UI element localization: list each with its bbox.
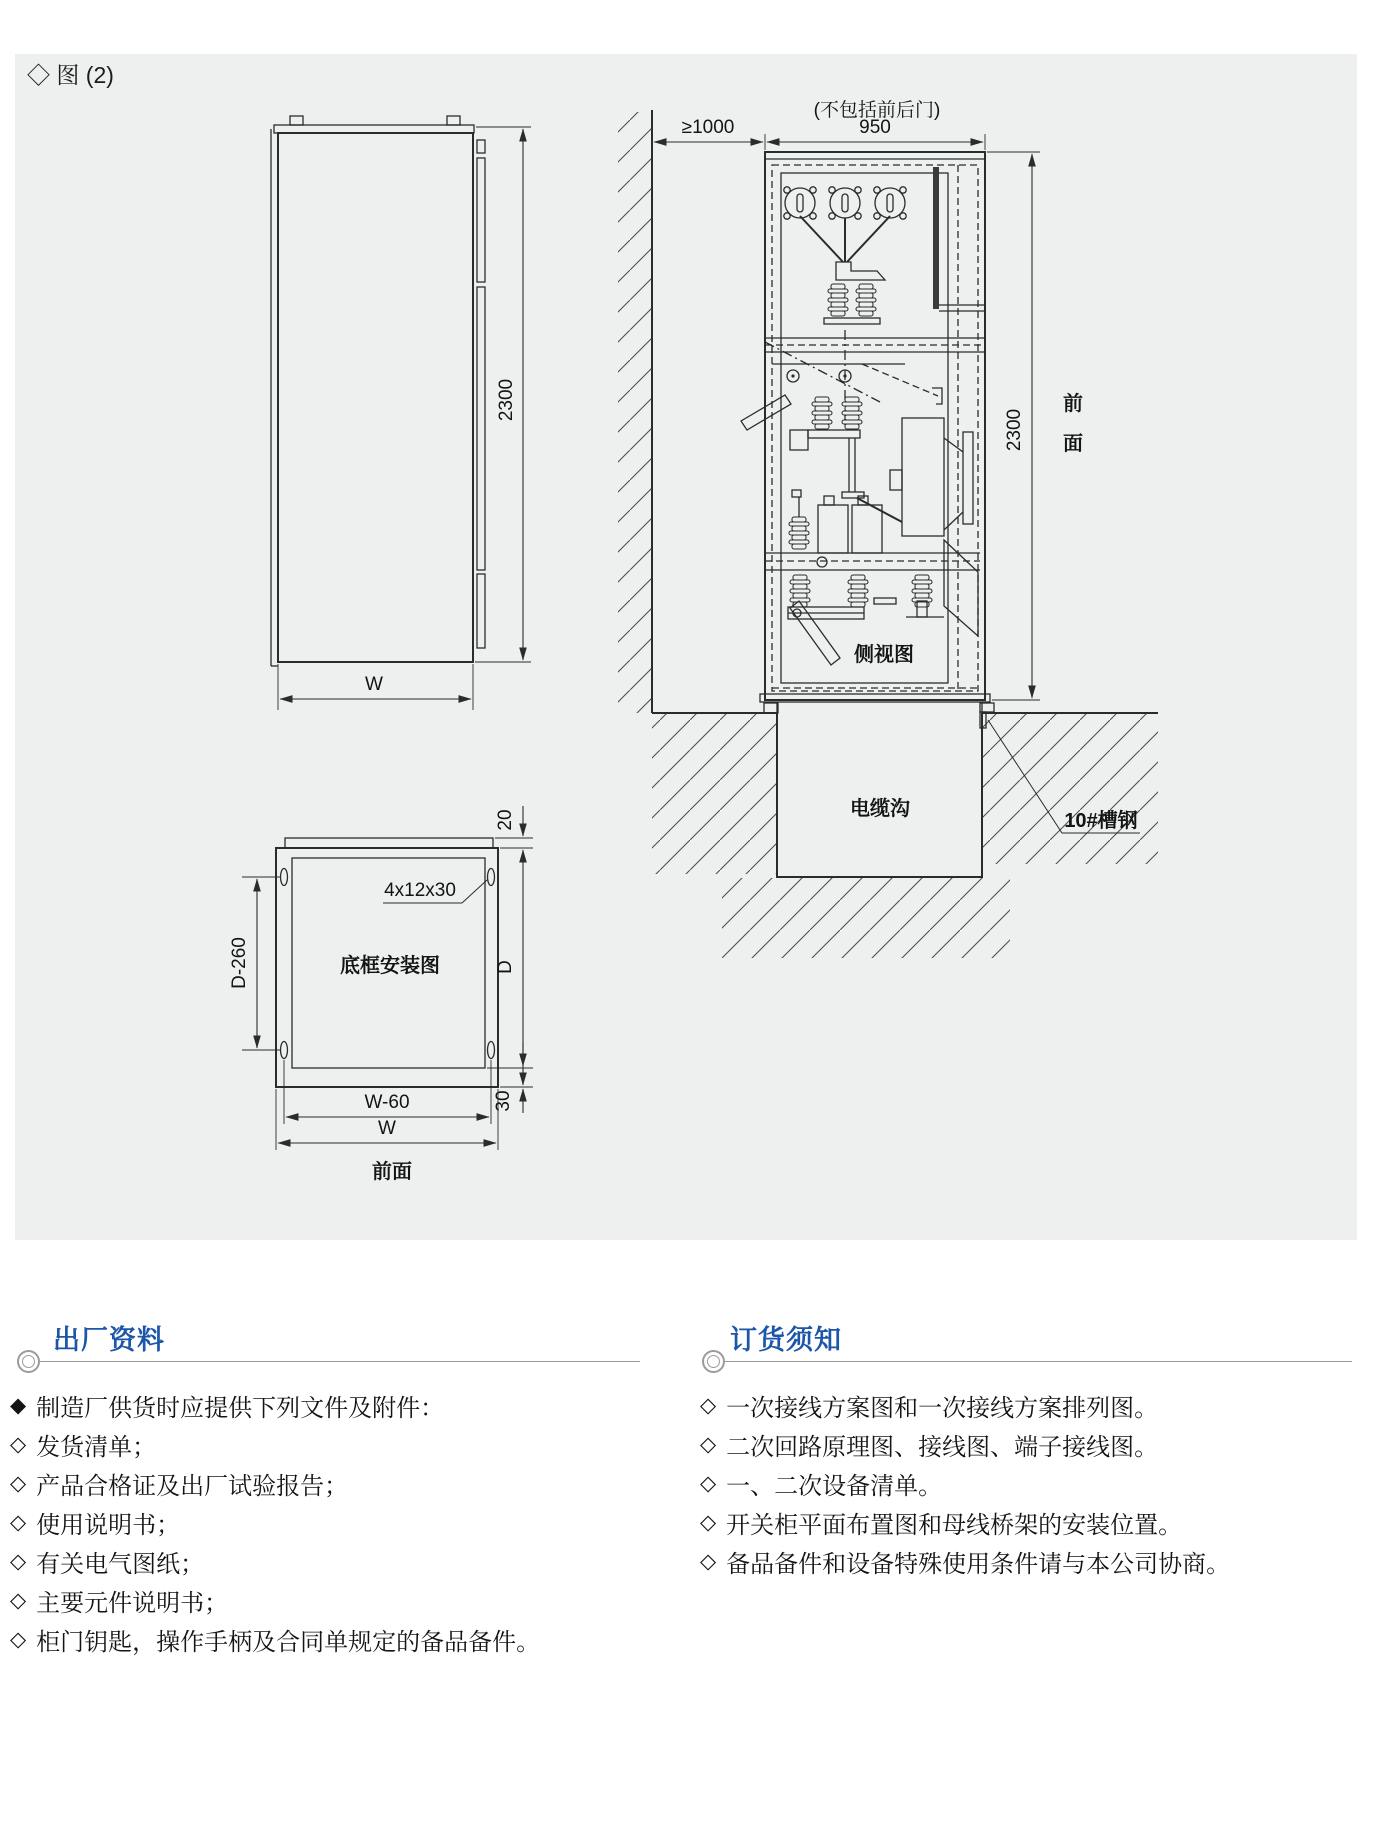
section-divider — [725, 1361, 1352, 1362]
list-item-text: 开关柜平面布置图和母线桥架的安装位置。 — [726, 1512, 1183, 1539]
list-item-text: 柜门钥匙，操作手柄及合同单规定的备品备件。 — [36, 1629, 541, 1656]
slot-size-label: 4x12x30 — [384, 880, 456, 901]
front-width-label: W — [365, 674, 383, 695]
list-item-text: 主要元件说明书； — [36, 1590, 229, 1617]
list-item — [700, 1425, 1360, 1464]
section-ring-icon — [17, 1350, 40, 1373]
diamond-bullet: ◇ — [10, 1511, 27, 1534]
diamond-bullet: ◇ — [10, 1589, 27, 1612]
list-item-text: 发货清单； — [36, 1434, 157, 1461]
list-item — [10, 1620, 650, 1659]
list-item — [10, 1581, 650, 1620]
hole-pitch-label: D-260 — [229, 937, 250, 989]
side-view-drawing — [618, 99, 1158, 958]
base-frame-drawing — [229, 806, 533, 1183]
front-view-drawing — [271, 116, 531, 710]
list-item — [10, 1464, 650, 1503]
diamond-bullet: ◇ — [700, 1394, 717, 1417]
list-item — [700, 1542, 1360, 1581]
list-item-text: 产品合格证及出厂试验报告； — [36, 1473, 349, 1500]
list-item-text: 二次回路原理图、接线图、端子接线图。 — [726, 1434, 1159, 1461]
section-divider — [40, 1361, 640, 1362]
hole-span-label: W-60 — [364, 1092, 410, 1113]
channel-steel-label: 10#槽钢 — [1064, 810, 1138, 832]
diamond-bullet: ◇ — [10, 1433, 27, 1456]
diamond-bullet: ◇ — [700, 1433, 717, 1456]
diamond-bullet: ◇ — [10, 1550, 27, 1573]
front-height-label: 2300 — [496, 378, 517, 422]
side-width-label: 950 — [859, 117, 891, 138]
base-frame-title: 底框安装图 — [340, 955, 440, 977]
front-face-label-2: 面 — [1063, 433, 1083, 455]
clearance-label: ≥1000 — [681, 117, 735, 138]
list-item-text: 一次接线方案图和一次接线方案排列图。 — [726, 1395, 1159, 1422]
side-view-label: 侧视图 — [854, 644, 914, 666]
diamond-bullet: ◇ — [700, 1472, 717, 1495]
list-item — [10, 1425, 650, 1464]
list-item-text: 制造厂供货时应提供下列文件及附件： — [36, 1395, 445, 1422]
door-note-label: (不包括前后门) — [813, 100, 941, 121]
list-item — [700, 1464, 1360, 1503]
list-item — [700, 1386, 1360, 1425]
base-front-label: 前面 — [372, 1161, 412, 1183]
diamond-bullet: ◇ — [10, 1472, 27, 1495]
list-item-text: 一、二次设备清单。 — [726, 1473, 943, 1500]
cable-trench-label: 电缆沟 — [850, 798, 910, 820]
side-height-label: 2300 — [1004, 408, 1025, 452]
diamond-bullet: ◆ — [10, 1394, 27, 1417]
factory-docs-list — [10, 1386, 650, 1659]
list-item-text: 有关电气图纸； — [36, 1551, 205, 1578]
top-flange-label: 20 — [495, 809, 516, 831]
depth-label: D — [495, 960, 516, 974]
list-item — [10, 1542, 650, 1581]
list-item — [10, 1386, 650, 1425]
front-face-label-1: 前 — [1063, 393, 1083, 415]
ordering-title: 订货须知 — [730, 1325, 842, 1355]
diamond-bullet: ◇ — [700, 1550, 717, 1573]
list-item-text: 备品备件和设备特殊使用条件请与本公司协商。 — [726, 1551, 1231, 1578]
list-item — [10, 1503, 650, 1542]
figure-caption: ◇ 图 (2) — [27, 62, 114, 88]
diamond-bullet: ◇ — [700, 1511, 717, 1534]
section-ring-icon — [702, 1350, 725, 1373]
list-item-text: 使用说明书； — [36, 1512, 181, 1539]
base-width-label: W — [378, 1118, 396, 1139]
diamond-bullet: ◇ — [10, 1628, 27, 1651]
list-item — [700, 1503, 1360, 1542]
bottom-flange-label: 30 — [493, 1090, 514, 1112]
ordering-list — [700, 1386, 1360, 1581]
factory-docs-title: 出厂资料 — [53, 1325, 165, 1355]
